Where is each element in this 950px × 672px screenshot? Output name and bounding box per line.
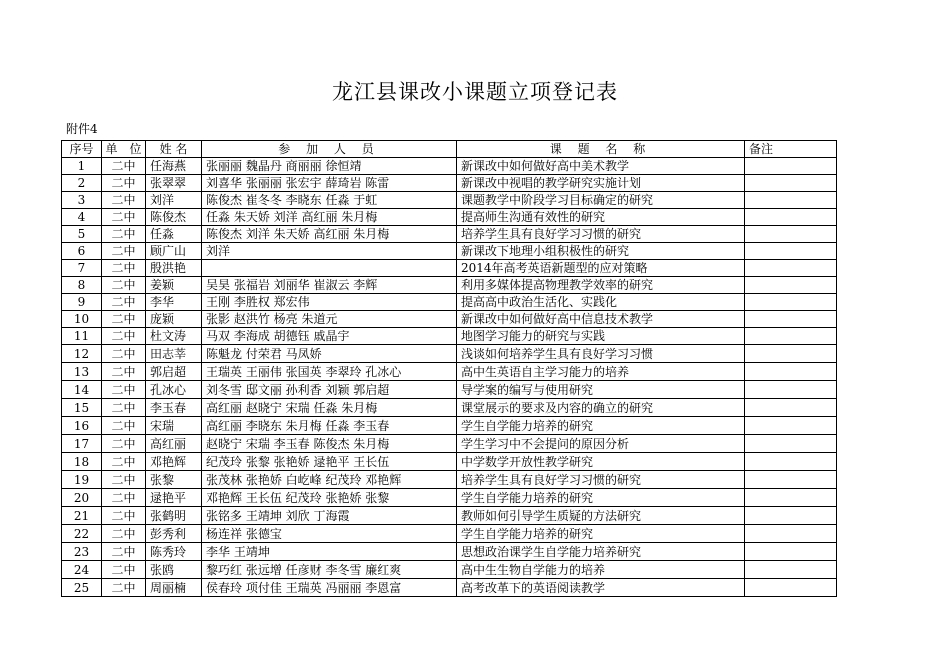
cell-participants: 张影 赵洪竹 杨亮 朱道元 [202, 311, 457, 328]
cell-no: 21 [62, 507, 102, 525]
cell-name: 彭秀利 [146, 525, 202, 543]
cell-unit: 二中 [102, 294, 146, 311]
cell-unit: 二中 [102, 328, 146, 345]
cell-participants: 吴昊 张福岩 刘丽华 崔淑云 李辉 [202, 277, 457, 294]
cell-name: 陈俊杰 [146, 209, 202, 226]
cell-unit: 二中 [102, 226, 146, 243]
cell-participants: 陈俊杰 刘洋 朱天娇 高红丽 朱月梅 [202, 226, 457, 243]
cell-topic: 学生自学能力培养的研究 [457, 489, 745, 507]
cell-unit: 二中 [102, 561, 146, 579]
cell-participants: 赵晓宁 宋瑞 李玉春 陈俊杰 朱月梅 [202, 435, 457, 453]
cell-no: 15 [62, 399, 102, 417]
cell-name: 孔冰心 [146, 381, 202, 399]
cell-name: 逯艳平 [146, 489, 202, 507]
cell-name: 李华 [146, 294, 202, 311]
cell-participants: 张铭多 王靖坤 刘欣 丁海霞 [202, 507, 457, 525]
cell-unit: 二中 [102, 507, 146, 525]
table-row [62, 192, 837, 209]
table-row [62, 399, 837, 417]
cell-remarks [745, 435, 837, 453]
table-row [62, 579, 837, 597]
cell-topic: 利用多媒体提高物理教学效率的研究 [457, 277, 745, 294]
cell-unit: 二中 [102, 175, 146, 192]
table-body [62, 158, 837, 597]
cell-participants: 纪茂玲 张黎 张艳娇 逯艳平 王长伍 [202, 453, 457, 471]
cell-unit: 二中 [102, 209, 146, 226]
cell-participants: 张茂林 张艳娇 白屹峰 纪茂玲 邓艳辉 [202, 471, 457, 489]
cell-no: 11 [62, 328, 102, 345]
table-row [62, 277, 837, 294]
cell-participants: 邓艳辉 王长伍 纪茂玲 张艳娇 张黎 [202, 489, 457, 507]
cell-remarks [745, 345, 837, 363]
cell-name: 姜颖 [146, 277, 202, 294]
cell-unit: 二中 [102, 579, 146, 597]
cell-topic: 学生学习中不会提问的原因分析 [457, 435, 745, 453]
cell-participants: 马双 李海成 胡德钰 戚晶宇 [202, 328, 457, 345]
cell-name: 高红丽 [146, 435, 202, 453]
cell-topic: 提高高中政治生活化、实践化 [457, 294, 745, 311]
cell-topic: 课题教学中阶段学习目标确定的研究 [457, 192, 745, 209]
cell-topic: 培养学生具有良好学习习惯的研究 [457, 471, 745, 489]
cell-topic: 高考改革下的英语阅读教学 [457, 579, 745, 597]
cell-participants: 任淼 朱天娇 刘洋 高红丽 朱月梅 [202, 209, 457, 226]
cell-remarks [745, 328, 837, 345]
table-row [62, 175, 837, 192]
cell-name: 邓艳辉 [146, 453, 202, 471]
header-unit: 单 位 [102, 141, 146, 158]
cell-unit: 二中 [102, 345, 146, 363]
table-row [62, 561, 837, 579]
cell-name: 杜文涛 [146, 328, 202, 345]
cell-topic: 提高师生沟通有效性的研究 [457, 209, 745, 226]
cell-topic: 新课改中视唱的教学研究实施计划 [457, 175, 745, 192]
table-row [62, 328, 837, 345]
cell-topic: 教师如何引导学生质疑的方法研究 [457, 507, 745, 525]
registration-table [61, 140, 837, 597]
cell-name: 郭启超 [146, 363, 202, 381]
cell-unit: 二中 [102, 525, 146, 543]
table-row [62, 525, 837, 543]
cell-remarks [745, 453, 837, 471]
cell-participants: 侯春玲 项付佳 王瑞英 冯丽丽 李恩富 [202, 579, 457, 597]
cell-no: 24 [62, 561, 102, 579]
header-no: 序号 [62, 141, 102, 158]
cell-participants [202, 260, 457, 277]
cell-topic: 新课改中如何做好高中美术教学 [457, 158, 745, 175]
cell-participants: 陈魁龙 付荣君 马凤娇 [202, 345, 457, 363]
cell-unit: 二中 [102, 471, 146, 489]
table-row [62, 471, 837, 489]
cell-no: 25 [62, 579, 102, 597]
cell-participants: 刘洋 [202, 243, 457, 260]
cell-remarks [745, 579, 837, 597]
table-header-row [62, 141, 837, 158]
cell-topic: 2014年高考英语新题型的应对策略 [457, 260, 745, 277]
table-row [62, 260, 837, 277]
table-row [62, 345, 837, 363]
table-row [62, 381, 837, 399]
cell-topic: 课堂展示的要求及内容的确立的研究 [457, 399, 745, 417]
cell-name: 庞颖 [146, 311, 202, 328]
table-row [62, 209, 837, 226]
cell-remarks [745, 243, 837, 260]
table-row [62, 507, 837, 525]
cell-remarks [745, 363, 837, 381]
cell-no: 16 [62, 417, 102, 435]
cell-participants: 陈俊杰 崔冬冬 李晓东 任淼 于虹 [202, 192, 457, 209]
cell-participants: 高红丽 赵晓宁 宋瑞 任淼 朱月梅 [202, 399, 457, 417]
attachment-label: 附件4 [66, 122, 98, 136]
cell-no: 23 [62, 543, 102, 561]
cell-remarks [745, 561, 837, 579]
cell-unit: 二中 [102, 417, 146, 435]
cell-no: 13 [62, 363, 102, 381]
cell-participants: 李华 王靖坤 [202, 543, 457, 561]
cell-topic: 导学案的编写与使用研究 [457, 381, 745, 399]
cell-remarks [745, 294, 837, 311]
cell-no: 5 [62, 226, 102, 243]
cell-unit: 二中 [102, 311, 146, 328]
cell-no: 8 [62, 277, 102, 294]
cell-remarks [745, 158, 837, 175]
cell-name: 陈秀玲 [146, 543, 202, 561]
cell-topic: 新课改中如何做好高中信息技术教学 [457, 311, 745, 328]
cell-topic: 浅谈如何培养学生具有良好学习习惯 [457, 345, 745, 363]
header-name: 姓 名 [146, 141, 202, 158]
cell-unit: 二中 [102, 435, 146, 453]
cell-topic: 思想政治课学生自学能力培养研究 [457, 543, 745, 561]
table-row [62, 453, 837, 471]
cell-participants: 高红丽 李晓东 朱月梅 任淼 李玉春 [202, 417, 457, 435]
cell-name: 殷洪艳 [146, 260, 202, 277]
cell-participants: 王刚 李胜权 郑宏伟 [202, 294, 457, 311]
cell-no: 7 [62, 260, 102, 277]
cell-no: 14 [62, 381, 102, 399]
cell-topic: 学生自学能力培养的研究 [457, 525, 745, 543]
cell-remarks [745, 226, 837, 243]
cell-remarks [745, 311, 837, 328]
cell-remarks [745, 543, 837, 561]
cell-remarks [745, 417, 837, 435]
cell-remarks [745, 192, 837, 209]
cell-remarks [745, 381, 837, 399]
cell-topic: 中学数学开放性教学研究 [457, 453, 745, 471]
table-row [62, 158, 837, 175]
cell-topic: 新课改下地理小组积极性的研究 [457, 243, 745, 260]
cell-no: 9 [62, 294, 102, 311]
cell-topic: 高中生生物自学能力的培养 [457, 561, 745, 579]
cell-name: 张翠翠 [146, 175, 202, 192]
cell-remarks [745, 471, 837, 489]
cell-no: 19 [62, 471, 102, 489]
table-row [62, 417, 837, 435]
cell-no: 12 [62, 345, 102, 363]
cell-topic: 培养学生具有良好学习习惯的研究 [457, 226, 745, 243]
table-row [62, 363, 837, 381]
cell-no: 10 [62, 311, 102, 328]
cell-name: 李玉春 [146, 399, 202, 417]
cell-no: 22 [62, 525, 102, 543]
cell-name: 刘洋 [146, 192, 202, 209]
table-row [62, 489, 837, 507]
cell-remarks [745, 277, 837, 294]
cell-no: 4 [62, 209, 102, 226]
cell-no: 18 [62, 453, 102, 471]
cell-unit: 二中 [102, 158, 146, 175]
cell-participants: 杨连祥 张德宝 [202, 525, 457, 543]
table-row [62, 435, 837, 453]
header-remarks: 备注 [745, 141, 837, 158]
table-row [62, 543, 837, 561]
cell-remarks [745, 175, 837, 192]
cell-remarks [745, 209, 837, 226]
cell-unit: 二中 [102, 489, 146, 507]
cell-remarks [745, 507, 837, 525]
cell-unit: 二中 [102, 277, 146, 294]
header-topic: 课 题 名 称 [457, 141, 745, 158]
cell-name: 周丽楠 [146, 579, 202, 597]
cell-name: 张鹤明 [146, 507, 202, 525]
cell-participants: 刘冬雪 邸文丽 孙利香 刘颖 郭启超 [202, 381, 457, 399]
cell-participants: 张丽丽 魏晶丹 商丽丽 徐恒靖 [202, 158, 457, 175]
cell-topic: 学生自学能力培养的研究 [457, 417, 745, 435]
cell-no: 17 [62, 435, 102, 453]
cell-name: 宋瑞 [146, 417, 202, 435]
cell-unit: 二中 [102, 243, 146, 260]
cell-no: 6 [62, 243, 102, 260]
cell-name: 任海燕 [146, 158, 202, 175]
cell-participants: 王瑞英 王丽伟 张国英 李翠玲 孔冰心 [202, 363, 457, 381]
cell-remarks [745, 399, 837, 417]
cell-topic: 地图学习能力的研究与实践 [457, 328, 745, 345]
page-title: 龙江县课改小课题立项登记表 [332, 80, 618, 104]
cell-unit: 二中 [102, 399, 146, 417]
cell-unit: 二中 [102, 260, 146, 277]
cell-participants: 刘喜华 张丽丽 张宏宇 薛琦岩 陈雷 [202, 175, 457, 192]
table-row [62, 226, 837, 243]
cell-participants: 黎巧红 张远增 任彦财 李冬雪 廉红爽 [202, 561, 457, 579]
cell-unit: 二中 [102, 543, 146, 561]
cell-name: 顾广山 [146, 243, 202, 260]
table-row [62, 294, 837, 311]
table-row [62, 243, 837, 260]
cell-remarks [745, 489, 837, 507]
cell-unit: 二中 [102, 192, 146, 209]
cell-name: 张黎 [146, 471, 202, 489]
header-participants: 参 加 人 员 [202, 141, 457, 158]
cell-remarks [745, 525, 837, 543]
cell-no: 1 [62, 158, 102, 175]
table-row [62, 311, 837, 328]
cell-unit: 二中 [102, 453, 146, 471]
cell-no: 20 [62, 489, 102, 507]
cell-name: 任淼 [146, 226, 202, 243]
cell-name: 田志莘 [146, 345, 202, 363]
cell-name: 张鸥 [146, 561, 202, 579]
cell-remarks [745, 260, 837, 277]
cell-no: 2 [62, 175, 102, 192]
cell-unit: 二中 [102, 381, 146, 399]
cell-topic: 高中生英语自主学习能力的培养 [457, 363, 745, 381]
cell-unit: 二中 [102, 363, 146, 381]
cell-no: 3 [62, 192, 102, 209]
